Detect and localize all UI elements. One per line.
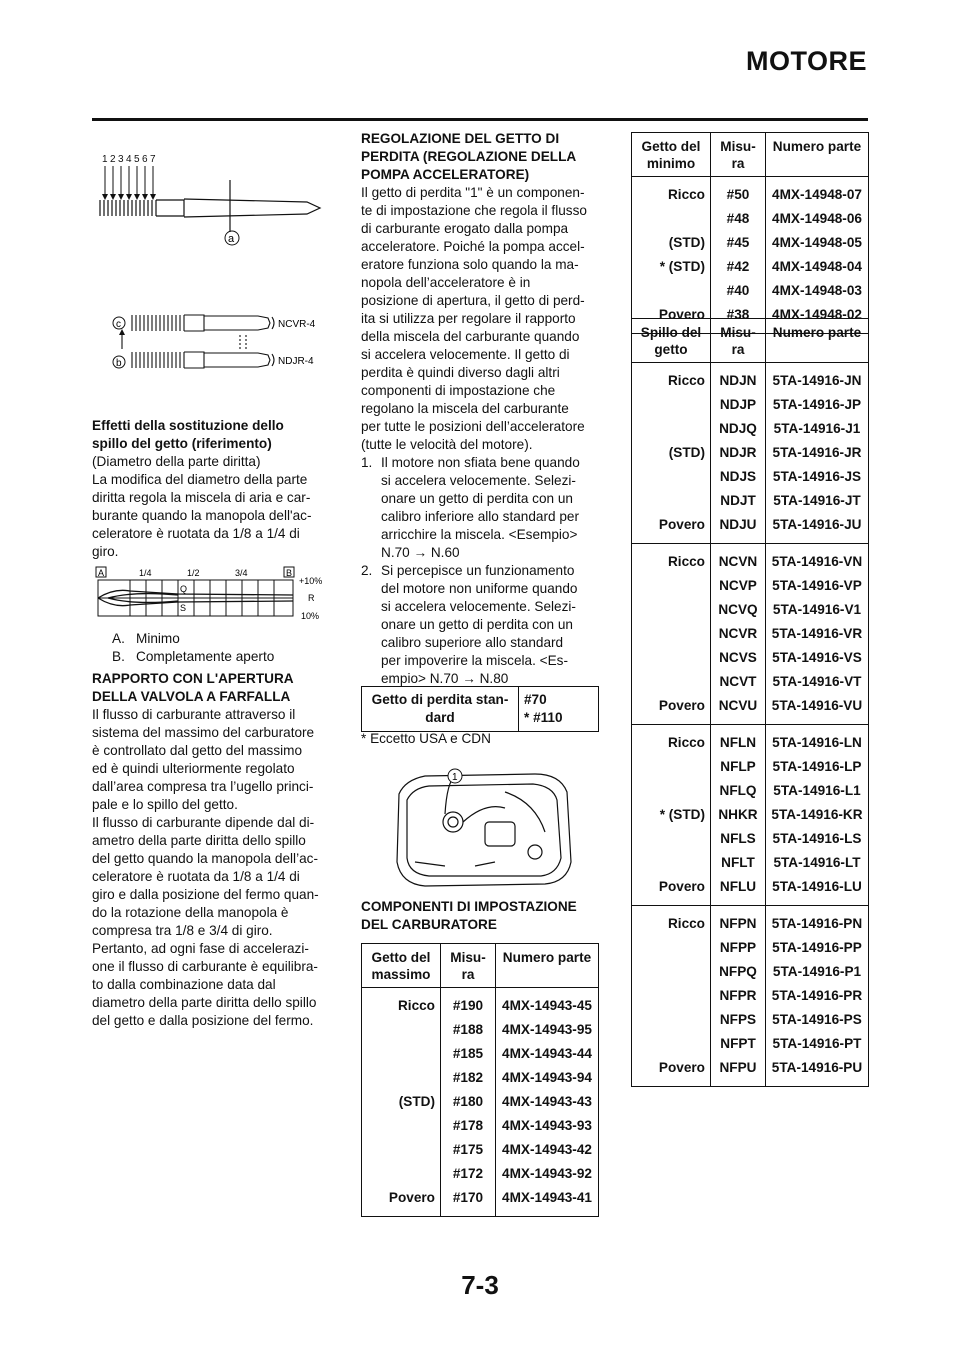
column-2-text [361,130,606,688]
table-row: Ricco NDJN 5TA-14916-JN [632,363,869,394]
label-s: S [180,603,187,613]
section-heading-throttle: RAPPORTO CON L'APERTURA DELLA VALVOLA A FARFALLA [92,671,294,704]
section-heading-leak-jet: REGOLAZIONE DEL GETTO DI PERDITA (REGOLAZIONE DELLA POMPA ACCELERATORE) [361,131,577,182]
needle-clip-number: 7 [150,154,156,165]
table-row: NCVR 5TA-14916-VR [632,622,869,646]
table-row: Ricco NCVN 5TA-14916-VN [632,544,869,575]
needle-clip-number: 5 [134,154,140,165]
needle-label-bottom: NDJR-4 [278,356,314,367]
table-row: #188 4MX-14943-95 [362,1018,599,1042]
marker-c-label: c [116,319,121,330]
needle-label-top: NCVR-4 [278,319,316,330]
table-row: Ricco NFPN 5TA-14916-PN [632,906,869,937]
table-row: (STD) #180 4MX-14943-43 [362,1090,599,1114]
jet-needle-figure [92,140,332,250]
legend-item: B. Completamente aperto [112,649,275,664]
pilot-jet-table [631,132,869,334]
std-value-cell: #70 * #110 [519,687,599,732]
table-row: Povero NFPU 5TA-14916-PU [632,1056,869,1087]
needle-clip-number: 1 [102,154,108,165]
table-row: Povero #38 4MX-14948-02 [632,303,869,334]
table-row: Ricco #190 4MX-14943-45 [362,988,599,1019]
section-heading-components: COMPONENTI DI IMPOSTAZIONE DEL CARBURATORE [361,899,577,932]
page-number: 7-3 [461,1270,499,1300]
footnote: * Eccetto USA e CDN [361,731,491,746]
table-row: NDJP 5TA-14916-JP [632,393,869,417]
table-row: #48 4MX-14948-06 [632,207,869,231]
table-row: NDJT 5TA-14916-JT [632,489,869,513]
needle-effects-body: (Diametro della parte diritta) La modifica del diametro della parte diritta regola la miscela di aria e car- burante quando la manopola dell'ac- celeratore è ruotata da 1/8 a 1/4 di giro. [92,454,312,559]
table-row: #172 4MX-14943-92 [362,1162,599,1186]
throttle-body: Il flusso di carburante attraverso il sistema del massimo del carburatore è controllato dal getto del massimo ed è quindi ulteriormente regolato dall’area compresa tra l’ugello princi- pale e lo spillo del getto. Il flusso di carburante dipende dal di- ametro della parte diritta dello spillo del getto quando la manopola dell’ac- celeratore è ruotata da 1/8 a 1/4 di giro e dalla posizione del fermo quan- do la rotazione della manopola è compresa tra 1/8 e 3/4 di giro. Pertanto, ad ogni fase di accelerazi- one il flusso di carburante è equilibra- to dalla combinazione data dal diametro della parte diritta dello spillo del getto e dalla posizione del fermo. [92,707,319,1028]
header-rule [92,118,868,121]
section-heading-needle-effects: Effetti della sostituzione dello spillo del getto (riferimento) [92,418,284,451]
table-row: NFPQ 5TA-14916-P1 [632,960,869,984]
marker-1-label: 1 [452,772,458,783]
table-row: NFLS 5TA-14916-LS [632,827,869,851]
table-row: #178 4MX-14943-93 [362,1114,599,1138]
table-row: NDJQ 5TA-14916-J1 [632,417,869,441]
table-header-row: Spillo del getto Misu- ra Numero parte [632,319,869,363]
table-row: NFPT 5TA-14916-PT [632,1032,869,1056]
table-header-row: Getto del massimo Misu- ra Numero parte [362,944,599,988]
marker-a-label: a [228,233,235,245]
table-row: NFLT 5TA-14916-LT [632,851,869,875]
needle-comparison-figure [108,305,338,380]
adjustment-list [361,454,606,688]
table-row: Povero NDJU 5TA-14916-JU [632,513,869,544]
needle-clip-number: 3 [118,154,124,165]
table-row: NFLP 5TA-14916-LP [632,755,869,779]
page-title: MOTORE [745,46,867,76]
table-row: NCVP 5TA-14916-VP [632,574,869,598]
column-1-text-top [92,417,337,561]
table-row: NCVT 5TA-14916-VT [632,670,869,694]
table-row: #182 4MX-14943-94 [362,1066,599,1090]
table-row: NDJS 5TA-14916-JS [632,465,869,489]
table-row: Povero NFLU 5TA-14916-LU [632,875,869,906]
standard-leak-jet-table [361,686,599,732]
figure-legend [112,630,337,666]
list-item: 2. Si percepisce un funzionamento del motore non uniforme quando si accelera velocemente. Selezi- onare un getto di perdita con un calibro superiore allo standard per impoverire la miscela. <Es- empio> N.70 → N.80 [361,563,578,686]
fraction-label: 1/4 [139,568,152,578]
needle-clip-number: 6 [142,154,148,165]
table-row: (STD) #45 4MX-14948-05 [632,231,869,255]
table-row: NCVS 5TA-14916-VS [632,646,869,670]
fraction-label: 1/2 [187,568,200,578]
marker-b-label: b [116,358,122,369]
box-a-label: A [98,568,105,578]
throttle-opening-diagram [94,564,354,626]
column-1-text-bottom [92,630,337,1030]
table-row: #175 4MX-14943-42 [362,1138,599,1162]
table-row: NFPP 5TA-14916-PP [632,936,869,960]
box-b-label: B [286,568,293,578]
table-row: * (STD) #42 4MX-14948-04 [632,255,869,279]
table-row: NFPS 5TA-14916-PS [632,1008,869,1032]
table-row: * (STD) NHKR 5TA-14916-KR [632,803,869,827]
table-row: NCVQ 5TA-14916-V1 [632,598,869,622]
table-row: #185 4MX-14943-44 [362,1042,599,1066]
legend-item: A. Minimo [112,631,180,646]
table-row: (STD) NDJR 5TA-14916-JR [632,441,869,465]
minus-10-label: 10% [301,611,320,621]
leak-jet-body: Il getto di perdita "1" è un componen- te di impostazione che regola il flusso di carburante erogato dalla pompa acceleratore. Poiché la pompa accel- eratore funziona solo quando la ma- nopola dell’acceleratore è in posizione di apertura, il getto di perd- ita si utilizza per regolare il rapporto della miscela del carburante quando si accelera velocemente. Il getto di perdita è quindi diverso dagli altri componenti di impostazione che regolano la miscela del carburante per tutte le posizioni dell’acceleratore (tutte le velocità del motore). [361,185,587,452]
fraction-label: 3/4 [235,568,248,578]
label-r: R [308,593,315,603]
carburetor-figure [385,762,585,892]
plus-10-label: +10% [299,576,323,586]
table-row: Povero #170 4MX-14943-41 [362,1186,599,1217]
list-item: 1. Il motore non sfiata bene quando si accelera velocemente. Selezi- onare un getto di perdita con un calibro inferiore allo standard per arricchire la miscela. <Esempio> N.70 → N.60 [361,455,580,560]
main-jet-table [361,943,599,1217]
table-row: NFLQ 5TA-14916-L1 [632,779,869,803]
needle-clip-number: 2 [110,154,116,165]
table-row: Povero NCVU 5TA-14916-VU [632,694,869,725]
jet-needle-table [631,318,869,1087]
table-header-row: Getto del minimo Misu- ra Numero parte [632,133,869,177]
table-row: Ricco #50 4MX-14948-07 [632,177,869,208]
table-row: Ricco NFLN 5TA-14916-LN [632,725,869,756]
needle-clip-number: 4 [126,154,132,165]
label-q: Q [180,584,188,594]
table-row: NFPR 5TA-14916-PR [632,984,869,1008]
table-row: #40 4MX-14948-03 [632,279,869,303]
std-label-cell: Getto di perdita stan- dard [362,687,519,732]
